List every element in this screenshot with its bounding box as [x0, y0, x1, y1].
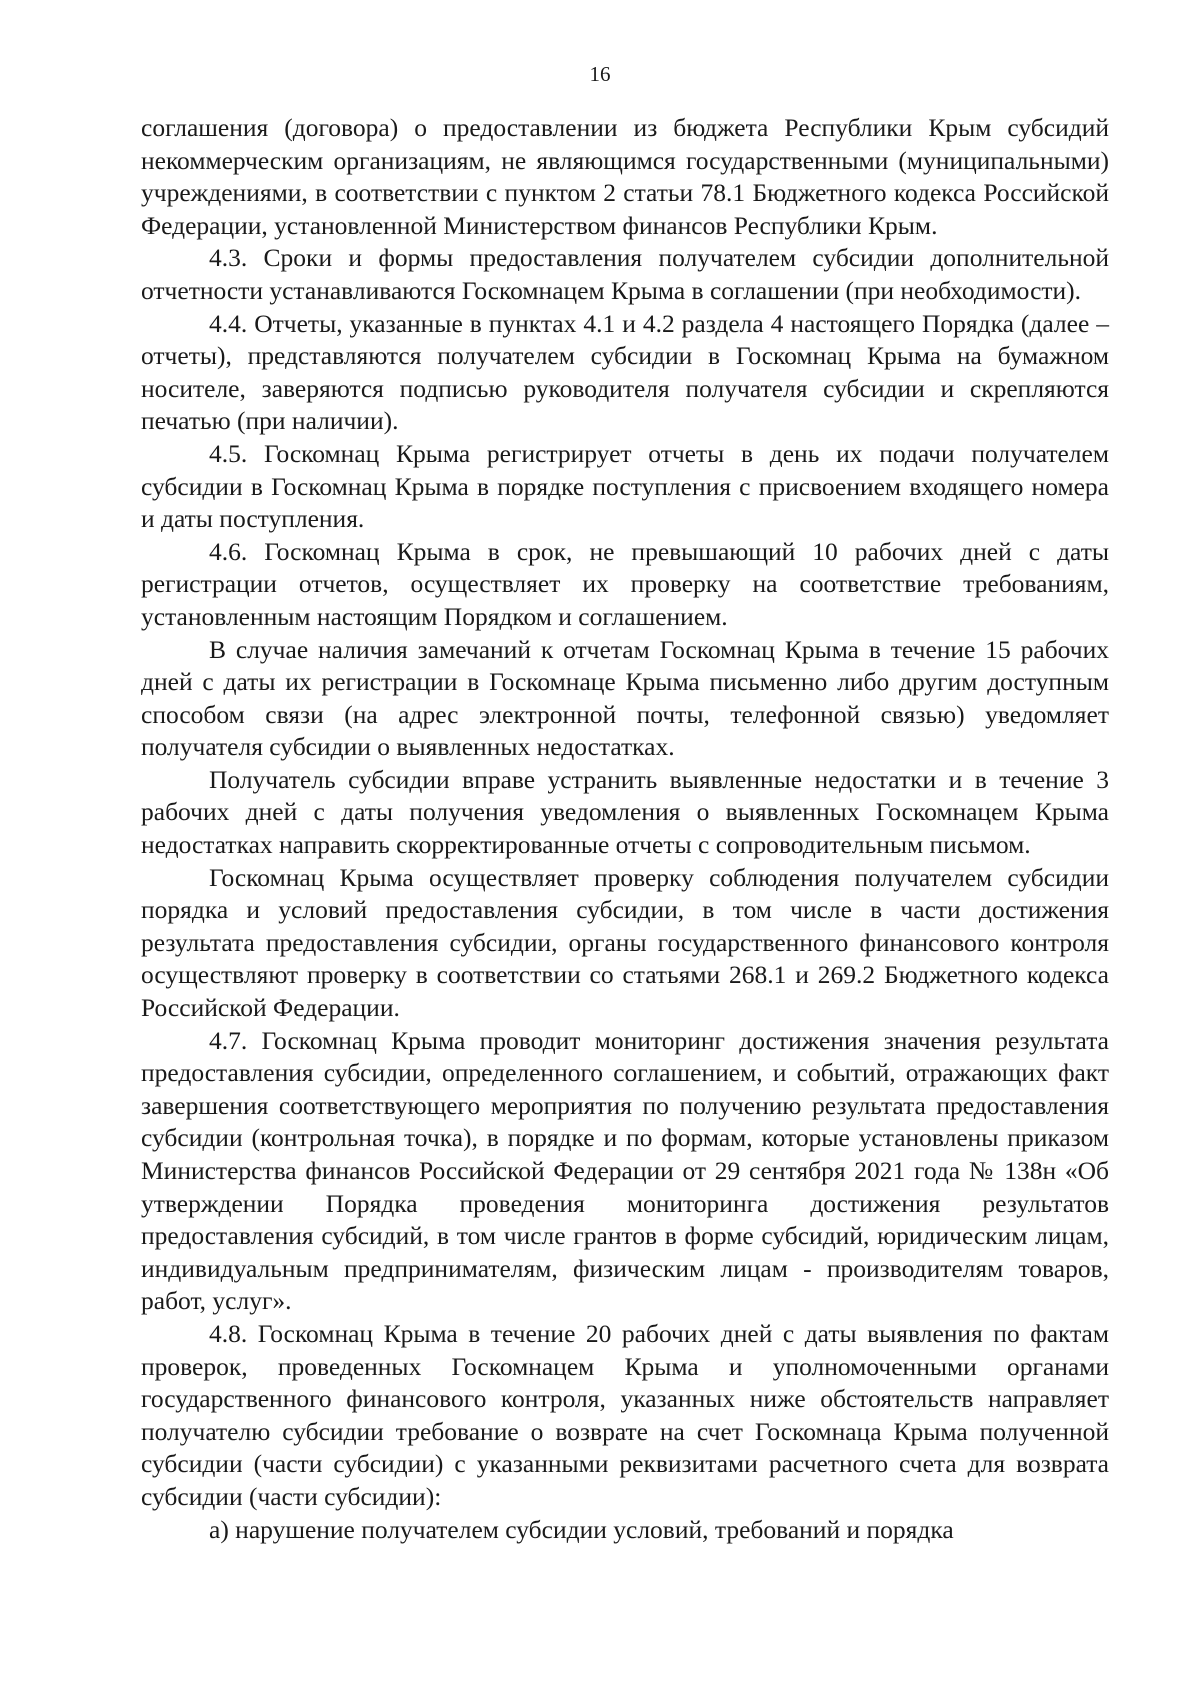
- paragraph-4-6: 4.6. Госкомнац Крыма в срок, не превышающий 10 рабочих дней с даты регистрации отчетов, осуществляет их проверку на соответствие требованиям, установленным настоящим Порядком и соглашением.: [141, 536, 1109, 631]
- paragraph-corrections: Получатель субсидии вправе устранить выявленные недостатки и в течение 3 рабочих дней с даты получения уведомления о выявленных Госкомнацем Крыма недостатках направить скорректированные отчеты с сопроводительным письмом.: [141, 764, 1109, 860]
- paragraph-4-5: 4.5. Госкомнац Крыма регистрирует отчеты в день их подачи получателем субсидии в Госкомнац Крыма в порядке поступления с присвоением входящего номера и даты поступления.: [141, 438, 1109, 534]
- paragraph-item-a: а) нарушение получателем субсидии условий, требований и порядка: [209, 1514, 954, 1544]
- paragraph-continuation: соглашения (договора) о предоставлении из бюджета Республики Крым субсидий некоммерческим организациям, не являющимся государственными (муниципальными) учреждениями, в соответствии с пунктом 2 статьи 78.1 Бюджетного кодекса Российской Федерации, установленной Министерством финансов Республики Крым.: [141, 113, 1109, 240]
- paragraph-remarks: В случае наличия замечаний к отчетам Госкомнац Крыма в течение 15 рабочих дней с даты их регистрации в Госкомнаце Крыма письменно либо другим доступным способом связи (на адрес электронной почты, телефонной связью) уведомляет получателя субсидии о выявленных недостатках.: [141, 634, 1109, 762]
- page-number: 16: [589, 62, 611, 86]
- paragraph-4-8: 4.8. Госкомнац Крыма в течение 20 рабочих дней с даты выявления по фактам проверок, проведенных Госкомнацем Крыма и уполномоченными органами государственного финансового контроля, указанных ниже обстоятельств направляет получателю субсидии требование о возврате на счет Госкомнаца Крыма полученной субсидии (части субсидии) с указанными реквизитами расчетного счета для возврата субсидии (части субсидии):: [141, 1318, 1109, 1511]
- paragraph-inspection: Госкомнац Крыма осуществляет проверку соблюдения получателем субсидии порядка и условий предоставления субсидии, в том числе в части достижения результата предоставления субсидии, органы государственного финансового контроля осуществляют проверку в соответствии со статьями 268.1 и 269.2 Бюджетного кодекса Российской Федерации.: [141, 862, 1109, 1023]
- document-body: [141, 112, 1109, 1546]
- paragraph-4-7: 4.7. Госкомнац Крыма проводит мониторинг достижения значения результата предоставления субсидии, определенного соглашением, и событий, отражающих факт завершения соответствующего мероприятия по получению результата предоставления субсидии (контрольная точка), в порядке и по формам, которые установлены приказом Министерства финансов Российской Федерации от 29 сентября 2021 года № 138н «Об утверждении Порядка проведения мониторинга достижения результатов предоставления субсидий, в том числе грантов в форме субсидий, юридическим лицам, индивидуальным предпринимателям, физическим лицам - производителям товаров, работ, услуг».: [141, 1025, 1109, 1316]
- paragraph-4-3: 4.3. Сроки и формы предоставления получателем субсидии дополнительной отчетности устанавливаются Госкомнацем Крыма в соглашении (при необходимости).: [141, 243, 1109, 305]
- paragraph-4-4: 4.4. Отчеты, указанные в пунктах 4.1 и 4.2 раздела 4 настоящего Порядка (далее – отчеты), представляются получателем субсидии в Госкомнац Крыма на бумажном носителе, заверяются подписью руководителя получателя субсидии и скрепляются печатью (при наличии).: [141, 308, 1109, 436]
